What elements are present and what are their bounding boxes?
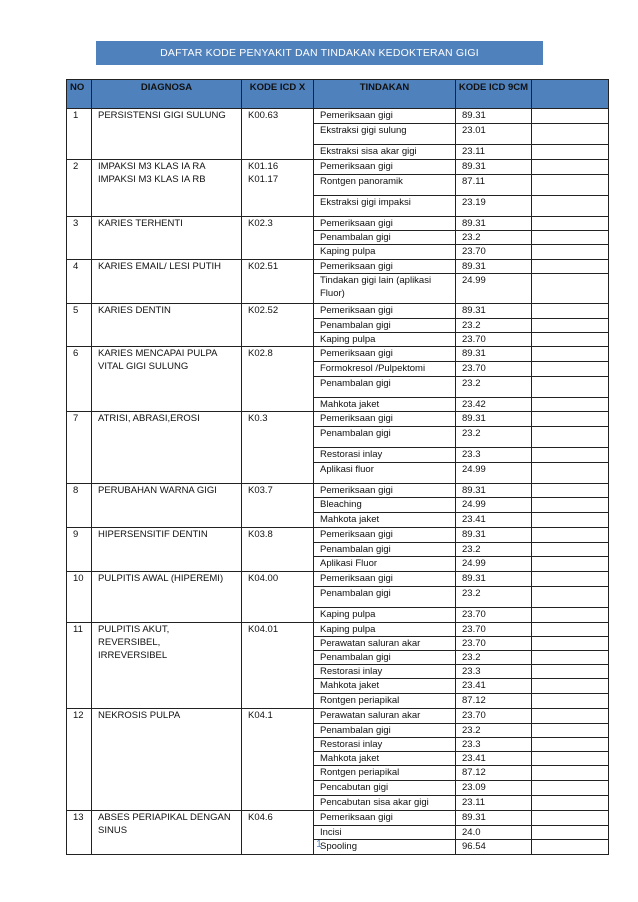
table-row [67,572,609,587]
row-number: 8 [67,484,92,528]
header-diagnosa: DIAGNOSA [92,80,242,109]
blank-cell [532,557,609,572]
blank-cell [532,124,609,145]
icd-9cm-code-cell: 96.54 [456,840,532,855]
icd-9cm-code-cell: 24.99 [456,274,532,304]
action-cell: Penambalan gigi [314,319,456,333]
icd-9cm-code-cell: 89.31 [456,572,532,587]
diagnosis-cell: PERSISTENSI GIGI SULUNG [92,109,242,160]
icd-9cm-code-cell: 89.31 [456,412,532,427]
row-number: 7 [67,412,92,484]
icd-9cm-code-cell: 23.70 [456,623,532,637]
table-row [67,304,609,319]
blank-cell [532,724,609,738]
action-cell: Kaping pulpa [314,608,456,623]
blank-cell [532,608,609,623]
icd-9cm-code-cell: 89.31 [456,347,532,362]
action-cell: Bleaching [314,498,456,513]
icd-9cm-code-cell: 23.19 [456,196,532,217]
action-cell: Tindakan gigi lain (aplikasi Fluor) [314,274,456,304]
blank-cell [532,333,609,347]
action-cell: Pencabutan sisa akar gigi [314,796,456,811]
row-number: 11 [67,623,92,709]
icd-9cm-code-cell: 23.2 [456,587,532,608]
icd-x-code-cell: K04.6 [242,811,314,855]
icd-9cm-code-cell: 87.12 [456,766,532,781]
blank-cell [532,679,609,694]
row-number: 9 [67,528,92,572]
disease-code-table [66,79,609,855]
action-cell: Spooling [314,840,456,855]
blank-cell [532,528,609,543]
action-cell: Kaping pulpa [314,245,456,260]
icd-9cm-code-cell: 23.3 [456,665,532,679]
row-number: 5 [67,304,92,347]
action-cell: Aplikasi Fluor [314,557,456,572]
blank-cell [532,587,609,608]
icd-9cm-code-cell: 23.2 [456,319,532,333]
blank-cell [532,752,609,766]
table-row [67,709,609,724]
blank-cell [532,412,609,427]
table-row [67,347,609,362]
action-cell: Rontgen periapikal [314,766,456,781]
blank-cell [532,694,609,709]
blank-cell [532,175,609,196]
action-cell: Penambalan gigi [314,651,456,665]
icd-9cm-code-cell: 89.31 [456,811,532,826]
table-row [67,623,609,637]
page-number: 1 [316,839,322,850]
action-cell: Ekstraksi gigi sulung [314,124,456,145]
table-row [67,528,609,543]
icd-9cm-code-cell: 23.70 [456,608,532,623]
action-cell: Ekstraksi gigi impaksi [314,196,456,217]
action-cell: Pemeriksaan gigi [314,484,456,498]
icd-9cm-code-cell: 89.31 [456,260,532,274]
action-cell: Mahkota jaket [314,398,456,412]
action-cell: Formokresol /Pulpektomi [314,362,456,377]
blank-cell [532,623,609,637]
icd-x-code-cell: K00.63 [242,109,314,160]
table-row [67,160,609,175]
blank-cell [532,709,609,724]
action-cell: Pemeriksaan gigi [314,347,456,362]
icd-9cm-code-cell: 89.31 [456,484,532,498]
icd-x-code-cell: K03.7 [242,484,314,528]
table-row [67,260,609,274]
action-cell: Pemeriksaan gigi [314,260,456,274]
icd-9cm-code-cell: 23.41 [456,679,532,694]
icd-9cm-code-cell: 24.0 [456,826,532,840]
row-number: 2 [67,160,92,217]
blank-cell [532,274,609,304]
action-cell: Penambalan gigi [314,427,456,448]
action-cell: Pemeriksaan gigi [314,109,456,124]
blank-cell [532,109,609,124]
row-number: 10 [67,572,92,623]
blank-cell [532,665,609,679]
blank-cell [532,637,609,651]
row-number: 1 [67,109,92,160]
icd-x-code-cell: K02.8 [242,347,314,412]
action-cell: Pemeriksaan gigi [314,304,456,319]
blank-cell [532,738,609,752]
table-row [67,811,609,826]
blank-cell [532,231,609,245]
icd-9cm-code-cell: 23.2 [456,377,532,398]
action-cell: Rontgen periapikal [314,694,456,709]
icd-x-code-cell: K03.8 [242,528,314,572]
blank-cell [532,651,609,665]
blank-cell [532,398,609,412]
diagnosis-cell: PERUBAHAN WARNA GIGI [92,484,242,528]
blank-cell [532,826,609,840]
blank-cell [532,347,609,362]
diagnosis-cell: ABSES PERIAPIKAL DENGAN SINUS [92,811,242,855]
diagnosis-cell: PULPITIS AKUT, REVERSIBEL, IRREVERSIBEL [92,623,242,709]
icd-9cm-code-cell: 23.3 [456,738,532,752]
blank-cell [532,484,609,498]
diagnosis-cell: KARIES EMAIL/ LESI PUTIH [92,260,242,304]
action-cell: Penambalan gigi [314,587,456,608]
document-title: DAFTAR KODE PENYAKIT DAN TINDAKAN KEDOKTERAN GIGI [96,41,543,65]
blank-cell [532,448,609,463]
icd-9cm-code-cell: 23.11 [456,145,532,160]
header-tindakan: TINDAKAN [314,80,456,109]
icd-9cm-code-cell: 23.2 [456,724,532,738]
diagnosis-cell: KARIES MENCAPAI PULPA VITAL GIGI SULUNG [92,347,242,412]
blank-cell [532,766,609,781]
icd-9cm-code-cell: 23.70 [456,245,532,260]
blank-cell [532,145,609,160]
icd-9cm-code-cell: 23.2 [456,231,532,245]
blank-cell [532,513,609,528]
blank-cell [532,543,609,557]
icd-x-code-cell: K02.3 [242,217,314,260]
action-cell: Restorasi inlay [314,665,456,679]
diagnosis-cell: PULPITIS AWAL (HIPEREMI) [92,572,242,623]
icd-x-code-cell: K04.00 [242,572,314,623]
diagnosis-cell: KARIES DENTIN [92,304,242,347]
icd-9cm-code-cell: 89.31 [456,109,532,124]
diagnosis-cell: HIPERSENSITIF DENTIN [92,528,242,572]
icd-9cm-code-cell: 24.99 [456,557,532,572]
icd-9cm-code-cell: 23.3 [456,448,532,463]
row-number: 3 [67,217,92,260]
row-number: 12 [67,709,92,811]
blank-cell [532,260,609,274]
action-cell: Mahkota jaket [314,679,456,694]
icd-9cm-code-cell: 23.11 [456,796,532,811]
action-cell: Kaping pulpa [314,623,456,637]
action-cell: Mahkota jaket [314,752,456,766]
action-cell: Mahkota jaket [314,513,456,528]
icd-9cm-code-cell: 23.41 [456,752,532,766]
icd-9cm-code-cell: 23.70 [456,362,532,377]
icd-9cm-code-cell: 23.70 [456,709,532,724]
blank-cell [532,377,609,398]
header-icd-9cm: KODE ICD 9CM [456,80,532,109]
blank-cell [532,362,609,377]
action-cell: Restorasi inlay [314,738,456,752]
icd-9cm-code-cell: 23.70 [456,333,532,347]
table-row [67,217,609,231]
diagnosis-cell: IMPAKSI M3 KLAS IA RA IMPAKSI M3 KLAS IA RB [92,160,242,217]
blank-cell [532,245,609,260]
blank-cell [532,572,609,587]
icd-9cm-code-cell: 89.31 [456,528,532,543]
icd-9cm-code-cell: 23.09 [456,781,532,796]
diagnosis-cell: KARIES TERHENTI [92,217,242,260]
icd-9cm-code-cell: 89.31 [456,160,532,175]
icd-9cm-code-cell: 24.99 [456,463,532,484]
row-number: 13 [67,811,92,855]
action-cell: Pemeriksaan gigi [314,811,456,826]
icd-x-code-cell: K0.3 [242,412,314,484]
icd-9cm-code-cell: 89.31 [456,217,532,231]
action-cell: Penambalan gigi [314,724,456,738]
header-icd-x: KODE ICD X [242,80,314,109]
icd-x-code-cell: K02.51 [242,260,314,304]
action-cell: Penambalan gigi [314,377,456,398]
action-cell: Perawatan saluran akar [314,637,456,651]
blank-cell [532,217,609,231]
blank-cell [532,427,609,448]
action-cell: Pemeriksaan gigi [314,572,456,587]
icd-9cm-code-cell: 23.42 [456,398,532,412]
action-cell: Pemeriksaan gigi [314,412,456,427]
icd-9cm-code-cell: 23.70 [456,637,532,651]
action-cell: Ekstraksi sisa akar gigi [314,145,456,160]
table-header-row [67,80,609,109]
table-row [67,484,609,498]
diagnosis-cell: NEKROSIS PULPA [92,709,242,811]
icd-9cm-code-cell: 23.2 [456,651,532,665]
icd-x-code-cell: K01.16 K01.17 [242,160,314,217]
action-cell: Incisi [314,826,456,840]
action-cell: Rontgen panoramik [314,175,456,196]
blank-cell [532,319,609,333]
icd-9cm-code-cell: 87.11 [456,175,532,196]
blank-cell [532,498,609,513]
blank-cell [532,781,609,796]
action-cell: Perawatan saluran akar [314,709,456,724]
action-cell: Pemeriksaan gigi [314,160,456,175]
table-row [67,412,609,427]
blank-cell [532,160,609,175]
action-cell: Aplikasi fluor [314,463,456,484]
icd-x-code-cell: K02.52 [242,304,314,347]
action-cell: Pemeriksaan gigi [314,528,456,543]
blank-cell [532,196,609,217]
action-cell: Kaping pulpa [314,333,456,347]
header-no: NO [67,80,92,109]
blank-cell [532,463,609,484]
icd-9cm-code-cell: 89.31 [456,304,532,319]
action-cell: Penambalan gigi [314,543,456,557]
diagnosis-cell: ATRISI, ABRASI,EROSI [92,412,242,484]
row-number: 4 [67,260,92,304]
header-blank [532,80,609,109]
blank-cell [532,796,609,811]
icd-9cm-code-cell: 24.99 [456,498,532,513]
row-number: 6 [67,347,92,412]
icd-9cm-code-cell: 23.01 [456,124,532,145]
icd-9cm-code-cell: 23.2 [456,427,532,448]
table-row [67,109,609,124]
blank-cell [532,304,609,319]
icd-9cm-code-cell: 23.41 [456,513,532,528]
blank-cell [532,811,609,826]
action-cell: Pemeriksaan gigi [314,217,456,231]
icd-9cm-code-cell: 87.12 [456,694,532,709]
icd-x-code-cell: K04.1 [242,709,314,811]
icd-x-code-cell: K04.01 [242,623,314,709]
action-cell: Pencabutan gigi [314,781,456,796]
action-cell: Penambalan gigi [314,231,456,245]
icd-9cm-code-cell: 23.2 [456,543,532,557]
action-cell: Restorasi inlay [314,448,456,463]
